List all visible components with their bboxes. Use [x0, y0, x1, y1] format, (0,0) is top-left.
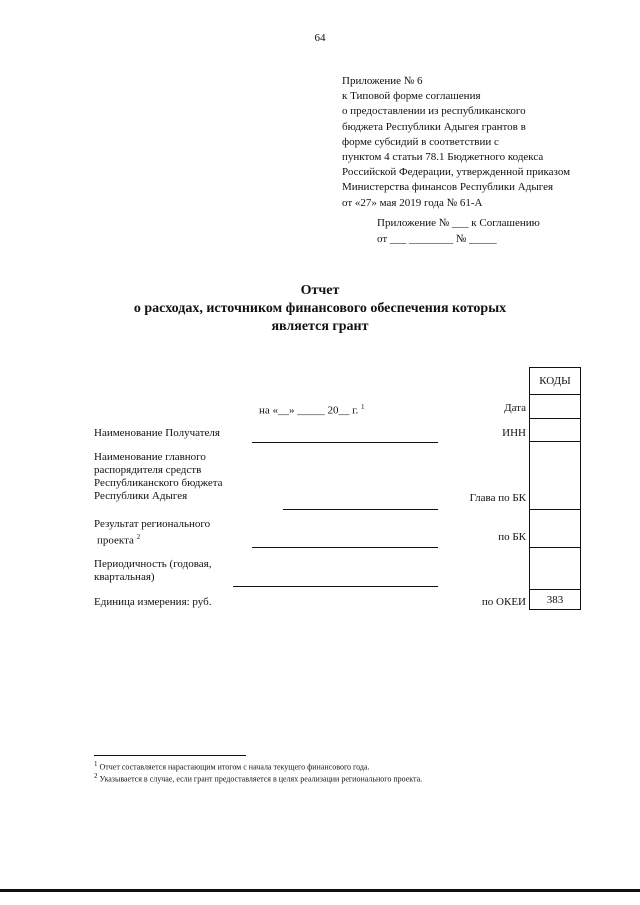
appendix-line: бюджета Республики Адыгея грантов в [342, 120, 526, 133]
appendix-line: от «27» мая 2019 года № 61-А [342, 196, 483, 209]
label-okei: по ОКЕИ [481, 596, 526, 608]
agreement-reference [377, 216, 540, 247]
appendix-header [342, 74, 632, 211]
appendix-line: форме субсидий в соответствии с [342, 135, 499, 148]
project-label-line: Результат регионального [94, 518, 211, 530]
appendix-line: Приложение № 6 [342, 75, 423, 87]
recipient-label: Наименование Получателя [94, 427, 220, 439]
unit-label: Единица измерения: руб. [94, 596, 212, 608]
period-label [94, 558, 211, 584]
project-label-line [94, 531, 210, 548]
period-label-line: квартальная) [94, 571, 155, 583]
footnote-1-mark: 1 [94, 760, 98, 768]
period-underline [233, 586, 438, 587]
code-head-bk-cell [530, 442, 581, 510]
manager-label-line: Республиканского бюджета [94, 477, 223, 489]
footnote-2-mark: 2 [94, 772, 98, 780]
report-subtitle-cont: является грант [271, 319, 369, 334]
project-underline [252, 547, 438, 548]
report-date-text: на «__» _____ 20__ г. [259, 404, 359, 417]
manager-label-line: Наименование главного [94, 451, 206, 463]
manager-label-line: распорядителя средств [94, 464, 202, 476]
codes-table [529, 367, 581, 610]
page-number: 64 [314, 32, 326, 44]
label-inn: ИНН [502, 427, 526, 439]
recipient-underline [252, 442, 438, 443]
footnote-separator [94, 755, 246, 756]
appendix-line: к Типовой форме соглашения [342, 90, 481, 103]
project-label-text: проекта [97, 534, 134, 547]
codes-header: КОДЫ [530, 368, 581, 395]
footnote-mark-1: 1 [361, 403, 365, 411]
report-subtitle: о расходах, источником финансового обеспечения которых [133, 301, 507, 316]
report-title: Отчет [300, 283, 340, 298]
code-inn-cell [530, 419, 581, 442]
footnote-1-text: Отчет составляется нарастающим итогом с начала текущего финансового года. [99, 762, 370, 772]
label-bk: по БК [498, 531, 526, 543]
footnote-2-text: Указывается в случае, если грант предоставляется в целях реализации регионального проекта. [99, 774, 423, 784]
footnote-2 [94, 772, 422, 784]
code-bk-cell [530, 510, 581, 548]
report-date-line [259, 401, 365, 418]
agreement-ref-line1: Приложение № ___ к Соглашению [377, 217, 540, 229]
code-okei-cell: 383 [530, 590, 581, 610]
appendix-line: о предоставлении из республиканского [342, 105, 526, 118]
code-date-cell [530, 395, 581, 419]
appendix-line: Министерства финансов Республики Адыгея [342, 181, 554, 194]
manager-label [94, 451, 223, 503]
page-bottom-border [0, 889, 640, 892]
period-label-line: Периодичность (годовая, [94, 558, 212, 570]
agreement-ref-line2: от ___ ________ № _____ [377, 232, 497, 245]
code-period-cell [530, 548, 581, 590]
label-date: Дата [504, 402, 526, 414]
appendix-line: Российской Федерации, утвержденной приказом [342, 166, 571, 179]
footnote-mark-2: 2 [136, 533, 141, 541]
manager-label-line: Республики Адыгея [94, 490, 188, 502]
label-head-bk: Глава по БК [469, 492, 526, 504]
project-label [94, 518, 210, 548]
manager-underline [283, 509, 438, 510]
footnote-1 [94, 760, 370, 772]
appendix-line: пунктом 4 статьи 78.1 Бюджетного кодекса [342, 151, 544, 164]
